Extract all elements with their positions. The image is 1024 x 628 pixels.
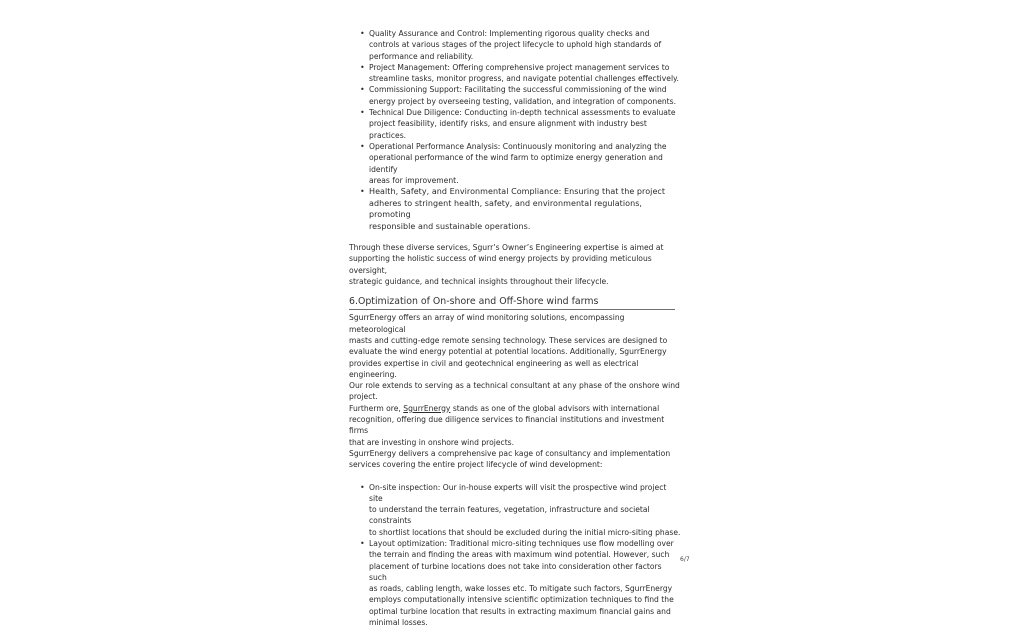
list-line: minimal losses. xyxy=(369,617,681,628)
list-line: to understand the terrain features, vegetation, infrastructure and societal constraints xyxy=(369,504,681,527)
paragraph-line: SgurrEnergy delivers a comprehensive pac kage of consultancy and implementation xyxy=(349,448,681,459)
list-line: On-site inspection: Our in-house experts will visit the prospective wind project site xyxy=(369,482,681,505)
paragraph-text: stands as one of the global advisors with international xyxy=(450,404,659,413)
paragraph-line: that are investing in onshore wind projects. xyxy=(349,437,681,448)
bullet-icon: • xyxy=(360,141,365,152)
list-item-hse xyxy=(369,186,681,232)
services-list xyxy=(349,28,681,232)
list-item-commissioning xyxy=(369,84,681,107)
paragraph-line: evaluate the wind energy potential at potential locations. Additionally, SgurrEnergy xyxy=(349,346,681,357)
paragraph-text: Furtherm ore, xyxy=(349,404,403,413)
list-line: areas for improvement. xyxy=(369,175,681,186)
paragraph-line: SgurrEnergy offers an array of wind monitoring solutions, encompassing meteorological xyxy=(349,312,681,335)
list-line: as roads, cabling length, wake losses etc. To mitigate such factors, SgurrEnergy xyxy=(369,583,681,594)
list-line: placement of turbine locations does not take into consideration other factors such xyxy=(369,561,681,584)
list-line: Project Management: Offering comprehensive project management services to xyxy=(369,62,681,73)
section-heading: 6.Optimization of On-shore and Off-Shore wind farms xyxy=(349,296,675,310)
list-line: energy project by overseeing testing, validation, and integration of components. xyxy=(369,96,681,107)
list-line: Technical Due Diligence: Conducting in-depth technical assessments to evaluate xyxy=(369,107,681,118)
list-line: performance and reliability. xyxy=(369,51,681,62)
list-item-operational xyxy=(369,141,681,186)
bullet-icon: • xyxy=(360,482,365,493)
list-line: the terrain and finding the areas with maximum wind potential. However, such xyxy=(369,549,681,560)
list-item-layout-optimization xyxy=(369,538,681,628)
list-item-due-diligence xyxy=(369,107,681,141)
consultancy-paragraph xyxy=(349,448,681,471)
page-content xyxy=(349,28,681,628)
list-line: Layout optimization: Traditional micro-siting techniques use flow modelling over xyxy=(369,538,681,549)
list-line: responsible and sustainable operations. xyxy=(369,221,681,233)
page-number: 6/7 xyxy=(680,556,690,563)
paragraph-line: services covering the entire project lifecycle of wind development: xyxy=(349,459,681,470)
paragraph-line: project. xyxy=(349,391,681,402)
paragraph-line: strategic guidance, and technical insights throughout their lifecycle. xyxy=(349,276,681,287)
list-item-project-management xyxy=(369,62,681,85)
wind-monitoring-paragraph xyxy=(349,312,681,402)
paragraph-line xyxy=(349,403,681,414)
list-line: operational performance of the wind farm to optimize energy generation and identify xyxy=(369,152,681,175)
bullet-icon: • xyxy=(360,62,365,73)
list-line: Operational Performance Analysis: Continuously monitoring and analyzing the xyxy=(369,141,681,152)
list-item-onsite-inspection xyxy=(369,482,681,538)
list-line: controls at various stages of the project lifecycle to uphold high standards of xyxy=(369,39,681,50)
paragraph-line: masts and cutting-edge remote sensing technology. These services are designed to xyxy=(349,335,681,346)
list-item-quality xyxy=(369,28,681,62)
summary-paragraph xyxy=(349,242,681,287)
sgurrenergy-link[interactable]: SgurrEnergy xyxy=(403,404,450,413)
list-line: project feasibility, identify risks, and ensure alignment with industry best practices. xyxy=(369,118,681,141)
list-line: Health, Safety, and Environmental Compliance: Ensuring that the project xyxy=(369,186,681,198)
list-line: adheres to stringent health, safety, and environmental regulations, promoting xyxy=(369,198,681,221)
list-line: streamline tasks, monitor progress, and navigate potential challenges effectively. xyxy=(369,73,681,84)
paragraph-line: Through these diverse services, Sgurr’s Owner’s Engineering expertise is aimed at xyxy=(349,242,681,253)
advisors-paragraph xyxy=(349,403,681,448)
paragraph-line: Our role extends to serving as a technical consultant at any phase of the onshore wind xyxy=(349,380,681,391)
bullet-icon: • xyxy=(360,538,365,549)
bullet-icon: • xyxy=(360,186,365,198)
paragraph-line: provides expertise in civil and geotechnical engineering as well as electrical engineering. xyxy=(349,358,681,381)
list-line: to shortlist locations that should be excluded during the initial micro-siting phase. xyxy=(369,527,681,538)
paragraph-line: recognition, offering due diligence services to financial institutions and investment firms xyxy=(349,414,681,437)
lifecycle-services-list xyxy=(349,482,681,628)
bullet-icon: • xyxy=(360,84,365,95)
list-line: Commissioning Support: Facilitating the successful commissioning of the wind xyxy=(369,84,681,95)
list-line: optimal turbine location that results in extracting maximum financial gains and xyxy=(369,606,681,617)
bullet-icon: • xyxy=(360,28,365,39)
bullet-icon: • xyxy=(360,107,365,118)
list-line: employs computationally intensive scientific optimization techniques to find the xyxy=(369,594,681,605)
paragraph-line: supporting the holistic success of wind energy projects by providing meticulous oversight, xyxy=(349,253,681,276)
list-line: Quality Assurance and Control: Implementing rigorous quality checks and xyxy=(369,28,681,39)
